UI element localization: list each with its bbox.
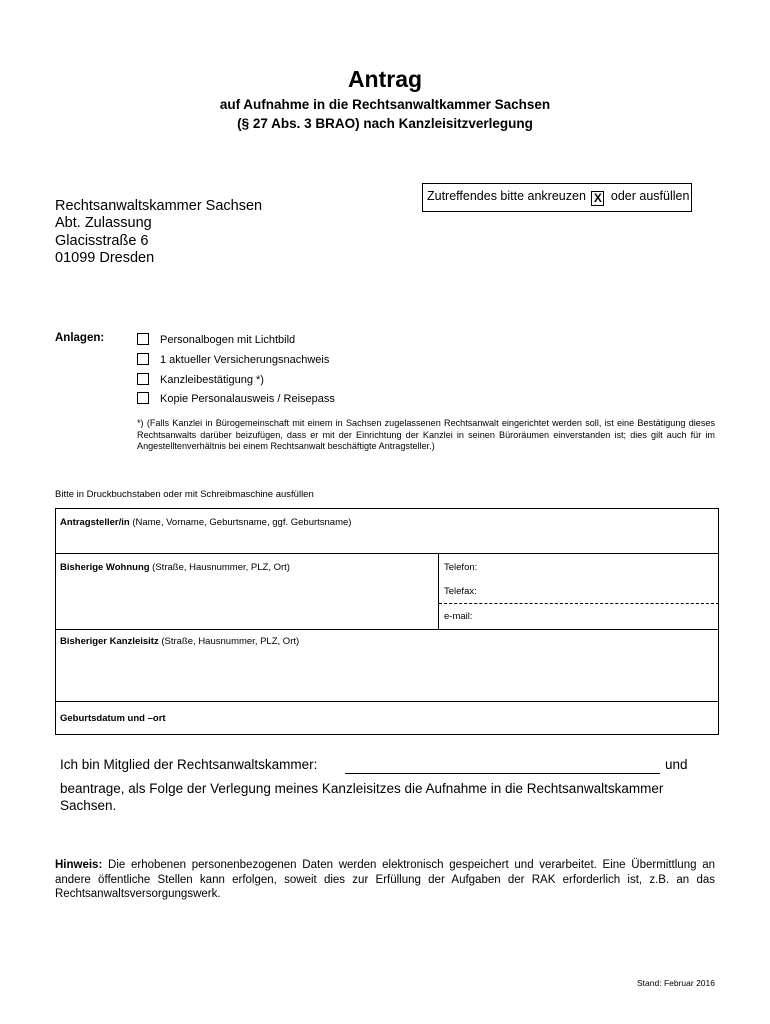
membership-statement: Ich bin Mitglied der Rechtsanwaltskammer:	[60, 757, 318, 772]
attachment-checkbox[interactable]	[137, 353, 149, 365]
birth-field-label: Geburtsdatum und –ort	[60, 713, 166, 724]
attachment-item-personalbogen[interactable]	[137, 333, 295, 347]
attachment-label: Kanzleibestätigung *)	[160, 374, 264, 386]
row-divider	[56, 553, 718, 554]
applicant-field-label: Antragsteller/in	[60, 517, 130, 528]
fax-field[interactable]: Telefax:	[444, 586, 477, 597]
attachment-label: Kopie Personalausweis / Reisepass	[160, 393, 335, 405]
notice-label: Hinweis:	[55, 859, 103, 871]
form-subtitle-line1: auf Aufnahme in die Rechtsanwaltkammer Sachsen	[219, 97, 551, 112]
attachments-footnote: *) (Falls Kanzlei in Bürogemeinschaft mit einem in Sachsen zugelassenen Rechtsanwalt eingerichtet werden soll, ist eine Bestätigung dieses Rechtsanwalts darüber beizufügen, dass er mit der Einrichtung der Kanzlei in seinen Büroräumen einverstanden ist; dies gilt auch für im Angestelltenverhältnis bei einem Rechtsanwalt beschäftigte Antragsteller.)	[137, 418, 715, 452]
phone-field[interactable]: Telefon:	[444, 562, 478, 573]
residence-field-label: Bisherige Wohnung	[60, 562, 150, 573]
instruction-text-after: oder ausfüllen	[610, 189, 690, 203]
address-line-2: Abt. Zulassung	[55, 215, 152, 232]
attachment-checkbox[interactable]	[137, 333, 149, 345]
applicant-form-table	[55, 508, 719, 735]
row-divider	[56, 701, 718, 702]
email-field[interactable]: e-mail:	[444, 611, 473, 622]
notice-text: Die erhobenen personenbezogenen Daten werden elektronisch gespeichert und verarbeitet. Eine Übermittlung an andere öffentliche Stellen kann erfolgen, soweit dies zur Erfüllung der Aufgaben der RAK erforderlich ist, z.B. an das Rechtsanwaltsversorgungswerk.	[55, 859, 715, 900]
applicant-field-hint: (Name, Vorname, Geburtsname, ggf. Geburtsname)	[129, 517, 352, 528]
dashed-divider	[439, 603, 719, 604]
request-statement: beantrage, als Folge der Verlegung meines Kanzleisitzes die Aufnahme in die Rechtsanwaltskammer Sachsen.	[60, 781, 664, 813]
attachment-checkbox[interactable]	[137, 373, 149, 385]
address-line-3: Glacisstraße 6	[55, 232, 149, 249]
recipient-address	[55, 198, 262, 267]
address-line-1: Rechtsanwaltskammer Sachsen	[55, 198, 263, 214]
membership-und: und	[665, 757, 688, 772]
office-field-hint: (Straße, Hausnummer, PLZ, Ort)	[158, 636, 300, 647]
residence-field[interactable]	[60, 562, 290, 573]
instruction-box	[422, 183, 692, 212]
birth-field[interactable]	[60, 713, 166, 724]
form-title: Antrag	[347, 66, 423, 92]
office-field[interactable]	[60, 636, 299, 647]
form-subtitle-line2: (§ 27 Abs. 3 BRAO) nach Kanzleisitzverlegung	[237, 116, 533, 131]
row-divider	[56, 629, 718, 630]
attachment-item-versicherung[interactable]	[137, 353, 329, 367]
column-divider	[438, 553, 439, 629]
residence-field-hint: (Straße, Hausnummer, PLZ, Ort)	[149, 562, 290, 573]
attachment-item-kanzleibestaetigung[interactable]	[137, 373, 264, 387]
checked-box-example: X	[591, 191, 604, 206]
office-field-label: Bisheriger Kanzleisitz	[60, 636, 159, 647]
attachment-label: 1 aktueller Versicherungsnachweis	[160, 354, 330, 366]
address-line-4: 01099 Dresden	[55, 249, 155, 266]
chamber-name-input[interactable]	[345, 773, 660, 774]
attachments-label: Anlagen:	[55, 332, 105, 344]
attachment-checkbox[interactable]	[137, 392, 149, 404]
attachment-item-ausweis[interactable]	[137, 392, 335, 406]
applicant-field[interactable]	[60, 517, 351, 528]
version-date: Stand: Februar 2016	[637, 978, 715, 988]
privacy-notice	[55, 858, 715, 902]
fill-instruction: Bitte in Druckbuchstaben oder mit Schreibmaschine ausfüllen	[55, 489, 314, 500]
attachment-label: Personalbogen mit Lichtbild	[160, 334, 296, 346]
instruction-text-before: Zutreffendes bitte ankreuzen	[427, 189, 586, 203]
